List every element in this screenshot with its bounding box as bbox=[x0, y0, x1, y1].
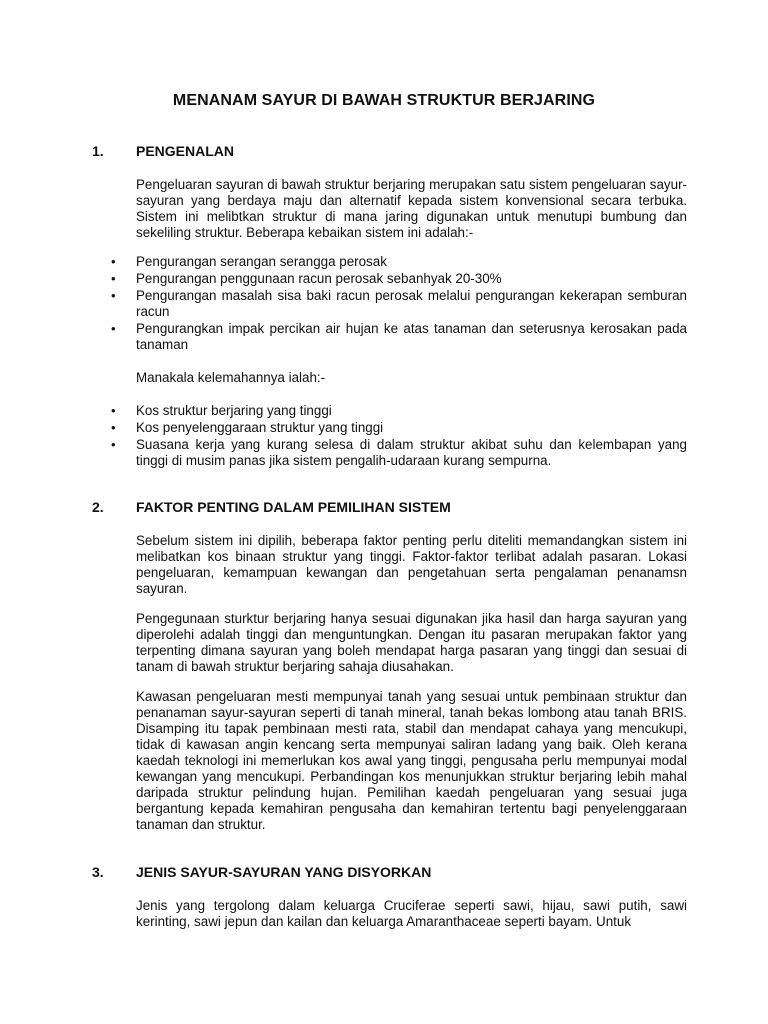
section-1-intro-paragraph: Pengeluaran sayuran di bawah struktur berjaring merupakan satu sistem pengeluaran sayur-sayuran yang berdaya maju dan alternatif kepada sistem konvensional secara terbuka. Sistem ini melibtkan struktur di mana jaring digunakan untuk menutupi bumbung dan sekeliling struktur. Beberapa kebaikan sistem ini adalah:- bbox=[136, 177, 687, 240]
bullet-icon: • bbox=[111, 420, 116, 435]
bullet-icon: • bbox=[111, 403, 116, 418]
list-item bbox=[108, 254, 687, 270]
bullet-icon: • bbox=[111, 321, 116, 336]
section-2-title: FAKTOR PENTING DALAM PEMILIHAN SISTEM bbox=[136, 499, 451, 515]
list-item bbox=[108, 403, 687, 419]
section-2-paragraph-1: Sebelum sistem ini dipilih, beberapa faktor penting perlu diteliti memandangkan sistem ini melibatkan kos binaan struktur yang tinggi. Faktor-faktor terlibat adalah pasaran. Lokasi pengeluaran, kemampuan kewangan dan pengetahuan serta pengalaman penanamsn sayuran. bbox=[136, 533, 687, 596]
list-item-text: Pengurangan masalah sisa baki racun perosak melalui pengurangan kekerapan semburan racun bbox=[136, 288, 687, 319]
document-title: MENANAM SAYUR DI BAWAH STRUKTUR BERJARING bbox=[172, 92, 596, 109]
list-item-text: Pengurangan penggunaan racun perosak sebanhyak 20-30% bbox=[136, 271, 502, 286]
section-2-number: 2. bbox=[92, 499, 104, 515]
advantages-list bbox=[108, 254, 687, 354]
list-item-text: Pengurangkan impak percikan air hujan ke atas tanaman dan seterusnya kerosakan pada tanaman bbox=[136, 321, 687, 352]
section-3-number: 3. bbox=[92, 864, 104, 880]
bullet-icon: • bbox=[111, 271, 116, 286]
list-item-text: Suasana kerja yang kurang selesa di dalam struktur akibat suhu dan kelembapan yang tinggi di musim panas jika sistem pengalih-udaraan kurang sempurna. bbox=[136, 437, 687, 468]
list-item bbox=[108, 420, 687, 436]
bullet-icon: • bbox=[111, 437, 116, 452]
section-3-title: JENIS SAYUR-SAYURAN YANG DISYORKAN bbox=[136, 864, 432, 880]
section-2-paragraph-2: Pengegunaan sturktur berjaring hanya sesuai digunakan jika hasil dan harga sayuran yang diperolehi adalah tinggi dan menguntungkan. Dengan itu pasaran merupakan faktor yang terpenting dimana sayuran yang boleh mendapat harga pasaran yang tinggi dan sesuai di tanam di bawah struktur berjaring sahaja diusahakan. bbox=[136, 611, 687, 674]
list-item bbox=[108, 321, 687, 353]
section-1-number: 1. bbox=[92, 143, 104, 159]
list-item-text: Pengurangan serangan serangga perosak bbox=[136, 254, 387, 269]
section-3-paragraph-1: Jenis yang tergolong dalam keluarga Cruciferae seperti sawi, hijau, sawi putih, sawi kerinting, sawi jepun dan kailan dan keluarga Amaranthaceae seperti bayam. Untuk bbox=[136, 898, 687, 929]
bullet-icon: • bbox=[111, 288, 116, 303]
list-item bbox=[108, 437, 687, 469]
section-2-paragraph-3: Kawasan pengeluaran mesti mempunyai tanah yang sesuai untuk pembinaan struktur dan penanaman sayur-sayuran seperti di tanah mineral, tanah bekas lombong atau tanah BRIS. Disamping itu tapak pembinaan mesti rata, stabil dan mendapat cahaya yang mencukupi, tidak di kawasan angin kencang serta mempunyai saliran ladang yang baik. Oleh kerana kaedah teknologi ini memerlukan kos awal yang tinggi, pengusaha perlu mempunyai modal kewangan yang mencukupi. Perbandingan kos menunjukkan struktur berjaring lebih mahal daripada struktur pelindung hujan. Pemilihan kaedah pengeluaran yang sesuai juga bergantung kepada kemahiran pengusaha dan kemahiran tertentu bagi penyelenggaraan tanaman dan struktur. bbox=[136, 689, 687, 832]
weakness-intro: Manakala kelemahannya ialah:- bbox=[136, 370, 326, 385]
list-item-text: Kos struktur berjaring yang tinggi bbox=[136, 403, 332, 418]
section-1-title: PENGENALAN bbox=[136, 143, 235, 159]
list-item bbox=[108, 271, 687, 287]
list-item bbox=[108, 288, 687, 320]
weaknesses-list bbox=[108, 403, 687, 470]
list-item-text: Kos penyelenggaraan struktur yang tinggi bbox=[136, 420, 384, 435]
bullet-icon: • bbox=[111, 254, 116, 269]
